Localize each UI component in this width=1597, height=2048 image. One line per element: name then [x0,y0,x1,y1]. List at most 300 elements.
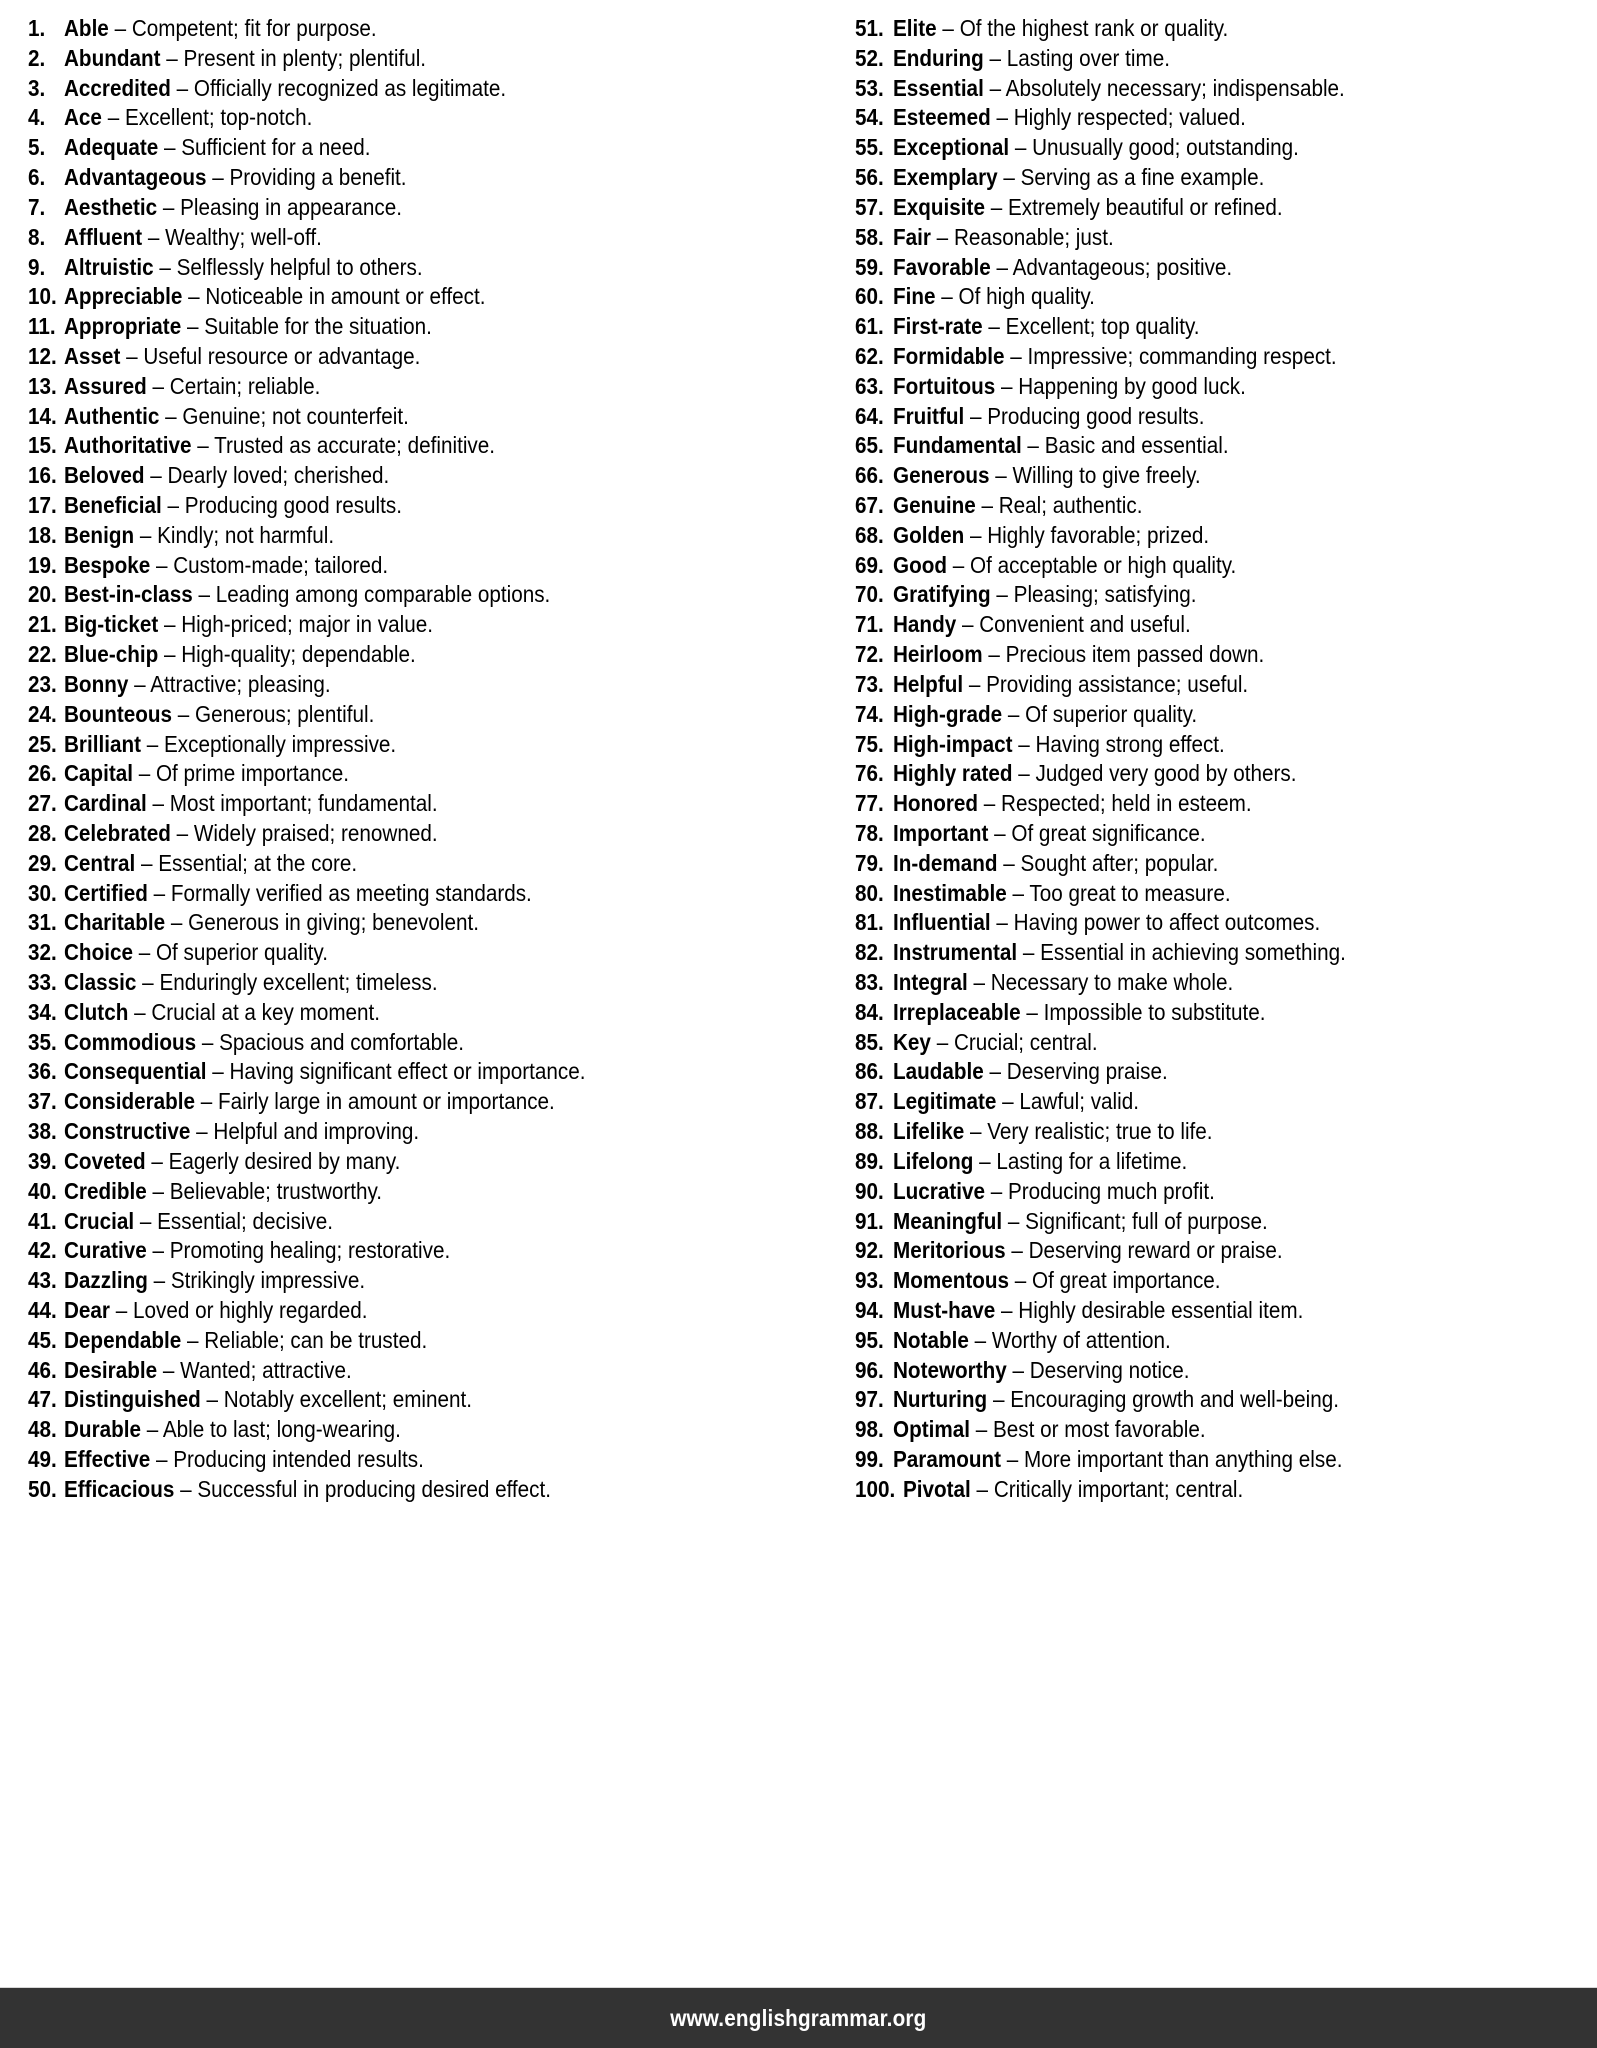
list-item-number: 90. [855,1177,884,1204]
list-item-definition: Producing intended results. [173,1446,424,1472]
list-item-term: Optimal [893,1416,970,1443]
list-item [855,1475,1587,1505]
list-item-term: Bonny [64,670,129,697]
list-item-text [893,1087,1139,1117]
list-item [855,253,1587,283]
list-item-definition: Having significant effect or importance. [229,1058,586,1085]
list-item-number: 7. [28,193,46,220]
list-item-definition: Extremely beautiful or refined. [1007,193,1283,220]
list-item-text [64,282,486,312]
list-item-definition: Useful resource or advantage. [143,342,421,369]
list-item-number: 24. [28,700,57,727]
list-item [28,14,792,44]
list-item [28,1117,792,1147]
list-item-definition: Producing good results. [184,492,402,518]
list-item-number: 27. [28,790,57,817]
list-item [855,1326,1587,1356]
list-item-term: Durable [64,1416,141,1443]
list-item [28,789,792,819]
list-item-term: Dependable [64,1326,182,1353]
list-item-definition: Fairly large in amount or importance. [218,1088,555,1115]
list-item-text [893,640,1264,670]
list-item-definition: Eagerly desired by many. [168,1147,401,1174]
list-item-text [64,998,380,1028]
list-item-term: Gratifying [893,581,991,608]
list-item [28,1087,792,1117]
list-item-text [893,1445,1342,1475]
list-item-text [64,521,334,551]
list-item-number: 8. [28,223,46,250]
list-item-text [893,700,1197,730]
list-item-number: 12. [28,342,57,369]
list-item-text [893,879,1231,909]
list-item-separator: – [1006,1356,1030,1383]
list-item [28,193,792,223]
list-item-definition: Spacious and comfortable. [219,1028,464,1055]
list-item-number: 9. [28,253,46,280]
list-item-definition: Essential in achieving something. [1040,939,1346,966]
list-item-separator: – [170,74,194,101]
list-item-term: Charitable [64,909,166,936]
list-item [28,282,792,312]
list-item-separator: – [195,1088,219,1115]
list-item [855,670,1587,700]
list-item-definition: Highly favorable; prized. [987,521,1210,548]
list-item-term: Central [64,849,136,876]
list-item [28,730,792,760]
list-item-text [893,372,1246,402]
list-item-term: Honored [893,790,979,817]
list-item-text [64,1326,427,1356]
list-item-term: Highly rated [893,760,1013,787]
list-item-separator: – [990,253,1013,280]
list-item-number: 61. [855,313,884,340]
list-item-number: 20. [28,581,57,608]
list-item-text [893,730,1225,760]
list-item-definition: Custom-made; tailored. [173,551,389,578]
list-item-separator: – [978,790,1002,817]
list-item-term: Exemplary [893,164,998,191]
list-item-term: Ace [64,104,102,131]
list-item-text [64,610,433,640]
list-item-definition: Essential; at the core. [158,849,358,876]
list-item-term: Appropriate [64,313,182,340]
list-item-number: 38. [28,1118,57,1145]
list-item-text [64,580,550,610]
list-item-term: Handy [893,611,957,638]
list-item-term: Advantageous [64,164,207,191]
list-item-definition: Believable; trustworthy. [169,1177,383,1204]
list-item-number: 89. [855,1147,884,1174]
list-item-term: Effective [64,1446,151,1472]
list-item-separator: – [930,223,954,250]
list-item-number: 5. [28,134,46,161]
list-item [28,312,792,342]
list-item-separator: – [936,15,960,41]
list-item-separator: – [964,402,988,429]
list-item-definition: Respected; held in esteem. [1001,790,1252,817]
list-item-separator: – [984,1177,1008,1204]
list-item-text [64,1266,365,1296]
list-item-separator: – [145,1147,169,1174]
list-item-definition: Of superior quality. [155,939,328,966]
list-item-text [893,402,1204,432]
list-item-separator: – [142,223,166,250]
list-item-text [893,789,1252,819]
list-item [855,402,1587,432]
list-item-term: Paramount [893,1446,1002,1472]
list-item-definition: Lawful; valid. [1019,1088,1139,1115]
list-item-text [893,1117,1213,1147]
list-item-number: 65. [855,432,884,459]
list-item-definition: Genuine; not counterfeit. [182,402,409,429]
list-item-number: 26. [28,760,57,787]
list-item [855,968,1587,998]
list-item-separator: – [191,432,215,459]
list-item-number: 43. [28,1267,57,1294]
list-item [855,1177,1587,1207]
list-item-definition: Certain; reliable. [169,372,321,399]
list-item-separator: – [973,1147,997,1174]
list-item-term: Beneficial [64,492,162,518]
list-item-number: 79. [855,849,884,876]
list-item-separator: – [206,164,230,191]
list-item [855,372,1587,402]
list-item-text [893,1296,1303,1326]
list-item-separator: – [995,1296,1019,1323]
list-item [28,640,792,670]
list-item-text [893,1236,1283,1266]
list-item-term: Key [893,1028,931,1055]
list-item [855,1236,1587,1266]
list-item-separator: – [964,1118,988,1145]
list-item-number: 74. [855,700,884,727]
list-item-text [893,461,1201,491]
list-item-separator: – [963,670,987,697]
list-item-separator: – [990,581,1014,608]
list-item [855,223,1587,253]
list-item [855,1028,1587,1058]
list-item-text [893,312,1200,342]
list-item [855,1385,1587,1415]
list-item-text [893,14,1228,44]
list-item [855,103,1587,133]
list-item-term: Nurturing [893,1386,988,1413]
list-item [855,551,1587,581]
list-item-text [64,372,320,402]
list-item-separator: – [990,909,1014,936]
list-item-term: Influential [893,909,991,936]
list-item-definition: Highly respected; valued. [1013,104,1246,131]
list-item-number: 100. [855,1475,896,1502]
list-item-definition: Real; authentic. [998,492,1143,518]
list-item-text [64,849,357,879]
list-item-definition: Generous; plentiful. [194,700,375,727]
list-item [855,14,1587,44]
list-item-separator: – [983,1058,1007,1085]
list-item-separator: – [997,164,1021,191]
list-item [855,1087,1587,1117]
list-item-text [893,74,1345,104]
list-item-separator: – [1012,730,1036,757]
list-item-number: 92. [855,1237,884,1264]
list-item-text [893,253,1232,283]
list-item-definition: Critically important; central. [993,1475,1244,1502]
list-item-text [64,74,506,104]
list-item-separator: – [1020,998,1044,1025]
list-item-term: Consequential [64,1058,207,1085]
list-item-separator: – [982,641,1006,668]
list-item-separator: – [987,1386,1011,1413]
list-item-number: 71. [855,611,884,638]
list-item-definition: Producing much profit. [1007,1177,1215,1204]
list-item-definition: Willing to give freely. [1012,462,1201,489]
list-item-number: 33. [28,969,57,995]
list-item-number: 91. [855,1207,884,1234]
list-item-term: Enduring [893,44,984,71]
list-item-text [893,610,1191,640]
list-item-number: 68. [855,521,884,548]
list-item-number: 66. [855,462,884,489]
list-item-separator: – [946,551,970,578]
list-item [28,1326,792,1356]
list-item-text [893,968,1233,998]
list-item-number: 51. [855,15,884,41]
list-item-separator: – [969,1416,993,1443]
list-item-text [903,1475,1243,1505]
list-item-number: 93. [855,1267,884,1294]
list-item-text [893,1326,1171,1356]
list-item [855,1147,1587,1177]
list-item-definition: Generous in giving; benevolent. [188,909,480,936]
list-item-text [64,551,388,581]
list-item-definition: Absolutely necessary; indispensable. [1005,74,1345,101]
list-item-text [64,402,409,432]
list-item-term: Accredited [64,74,171,101]
list-item-definition: Reasonable; just. [953,223,1114,250]
list-item-number: 15. [28,432,57,459]
list-item-number: 4. [28,104,46,131]
list-item [28,44,792,74]
list-item-number: 73. [855,670,884,697]
list-item-number: 29. [28,849,57,876]
list-item-separator: – [983,74,1006,101]
list-item-term: Generous [893,462,990,489]
list-item-number: 75. [855,730,884,757]
list-item-separator: – [984,193,1008,220]
list-item-definition: Successful in producing desired effect. [197,1475,552,1502]
list-item-text [64,133,371,163]
list-item-definition: Excellent; top-notch. [124,104,313,131]
list-item-definition: Reliable; can be trusted. [204,1326,428,1353]
list-item-separator: – [200,1386,224,1413]
list-item-number: 95. [855,1326,884,1353]
list-item-text [64,1475,551,1505]
list-item-separator: – [1001,1446,1025,1472]
list-item-separator: – [1009,1267,1033,1294]
list-item-separator: – [141,1416,163,1443]
list-item-definition: Wealthy; well-off. [165,223,322,250]
list-item-definition: Loved or highly regarded. [132,1296,368,1323]
list-item-term: Lifelong [893,1147,974,1174]
list-item-definition: Attractive; pleasing. [150,670,331,697]
list-item-term: Momentous [893,1267,1010,1294]
list-item-number: 10. [28,283,57,310]
list-item-term: Exquisite [893,193,985,220]
list-item-separator: – [134,521,158,548]
list-item-text [893,1207,1268,1237]
list-item-number: 50. [28,1475,57,1502]
list-item-term: Elite [893,15,937,41]
list-item-separator: – [1002,700,1026,727]
list-item-definition: Too great to measure. [1029,879,1231,906]
list-item-text [64,1117,419,1147]
list-item-separator: – [983,44,1007,71]
list-item-term: Coveted [64,1147,146,1174]
list-item-definition: Selflessly helpful to others. [176,253,423,280]
list-item [855,1296,1587,1326]
list-item-text [64,879,532,909]
list-item-text [64,1147,400,1177]
list-item [855,640,1587,670]
list-item-text [64,342,420,372]
list-item-text [893,431,1229,461]
list-item-separator: – [160,44,184,71]
list-item-term: Crucial [64,1207,135,1234]
list-item-text [893,819,1206,849]
list-item [28,968,792,998]
list-item-number: 45. [28,1326,57,1353]
list-item-term: Desirable [64,1356,158,1383]
list-item-text [893,521,1209,551]
list-item-number: 18. [28,521,57,548]
list-item-separator: – [182,283,206,310]
list-item-definition: Providing a benefit. [229,164,407,191]
list-item-number: 34. [28,998,57,1025]
list-item-separator: – [144,462,168,489]
list-item-definition: Deserving reward or praise. [1028,1237,1283,1264]
list-item-definition: Providing assistance; useful. [986,670,1249,697]
list-item-separator: – [975,492,999,518]
list-item-term: Curative [64,1237,147,1264]
footer-bar [0,1988,1597,2048]
list-item-term: Heirloom [893,641,983,668]
list-item-number: 57. [855,193,884,220]
list-item [855,163,1587,193]
list-item-definition: Necessary to make whole. [990,969,1234,995]
list-item-separator: – [1005,1237,1029,1264]
list-column-left [0,0,798,1988]
list-item-definition: Noticeable in amount or effect. [205,283,486,310]
list-item-definition: Precious item passed down. [1005,641,1265,668]
list-item-separator: – [956,611,980,638]
list-item [855,1415,1587,1445]
list-item-term: Commodious [64,1028,197,1055]
list-item-text [893,223,1114,253]
list-item-number: 84. [855,998,884,1025]
list-item-term: Bespoke [64,551,151,578]
list-item-text [64,1087,555,1117]
list-item-separator: – [120,342,144,369]
list-item-definition: Helpful and improving. [213,1118,420,1145]
list-item-definition: Exceptionally impressive. [163,730,397,757]
list-item [855,312,1587,342]
list-item-number: 47. [28,1386,57,1413]
list-item [28,1147,792,1177]
list-item [855,74,1587,104]
list-item-definition: Of prime importance. [155,760,350,787]
list-item-definition: Convenient and useful. [979,611,1191,638]
list-item-text [64,103,312,133]
list-item-term: Authentic [64,402,160,429]
list-item [855,342,1587,372]
list-item-term: First-rate [893,313,983,340]
list-item-term: Favorable [893,253,991,280]
list-item [855,1057,1587,1087]
list-item-text [893,133,1299,163]
list-item-number: 30. [28,879,57,906]
list-item-number: 17. [28,492,57,518]
list-item [28,670,792,700]
list-item-text [64,1057,585,1087]
list-item-text [893,1266,1221,1296]
list-item-term: Considerable [64,1088,196,1115]
list-item [28,580,792,610]
list-item-term: Adequate [64,134,159,161]
list-item-text [893,580,1196,610]
list-item-text [64,700,374,730]
list-item-separator: – [132,939,156,966]
list-item-number: 35. [28,1028,57,1055]
list-item-definition: Impressive; commanding respect. [1027,342,1337,369]
list-item-separator: – [964,521,988,548]
list-item-term: Benign [64,521,135,548]
list-item-definition: Having strong effect. [1035,730,1225,757]
list-item-term: Irreplaceable [893,998,1021,1025]
list-item-definition: Of the highest rank or quality. [959,15,1229,41]
list-item-definition: Promoting healing; restorative. [169,1237,451,1264]
list-item-term: Bounteous [64,700,172,727]
list-column-right [798,0,1597,1988]
list-item-separator: – [157,1356,181,1383]
list-item-definition: Strikingly impressive. [170,1267,366,1294]
list-item-separator: – [136,969,160,995]
list-item-text [64,312,432,342]
list-item-definition: Officially recognized as legitimate. [193,74,507,101]
list-item-separator: – [1017,939,1041,966]
list-item-term: Legitimate [893,1088,997,1115]
list-item-number: 28. [28,819,57,846]
list-item-text [64,670,331,700]
list-item-number: 42. [28,1237,57,1264]
list-item-term: Credible [64,1177,147,1204]
list-item-separator: – [158,134,182,161]
list-item-text [893,1177,1215,1207]
list-item-term: Helpful [893,670,964,697]
list-item [28,1207,792,1237]
list-item-text [64,1177,382,1207]
list-item-definition: Of high quality. [958,283,1095,310]
list-item [855,1266,1587,1296]
list-item-number: 13. [28,372,57,399]
list-item-separator: – [134,1207,158,1234]
list-item-number: 41. [28,1207,57,1234]
list-item-separator: – [206,1058,230,1085]
list-item-text [893,44,1170,74]
list-item-text [64,819,438,849]
list-item-number: 2. [28,44,46,71]
list-item-term: Classic [64,969,137,995]
